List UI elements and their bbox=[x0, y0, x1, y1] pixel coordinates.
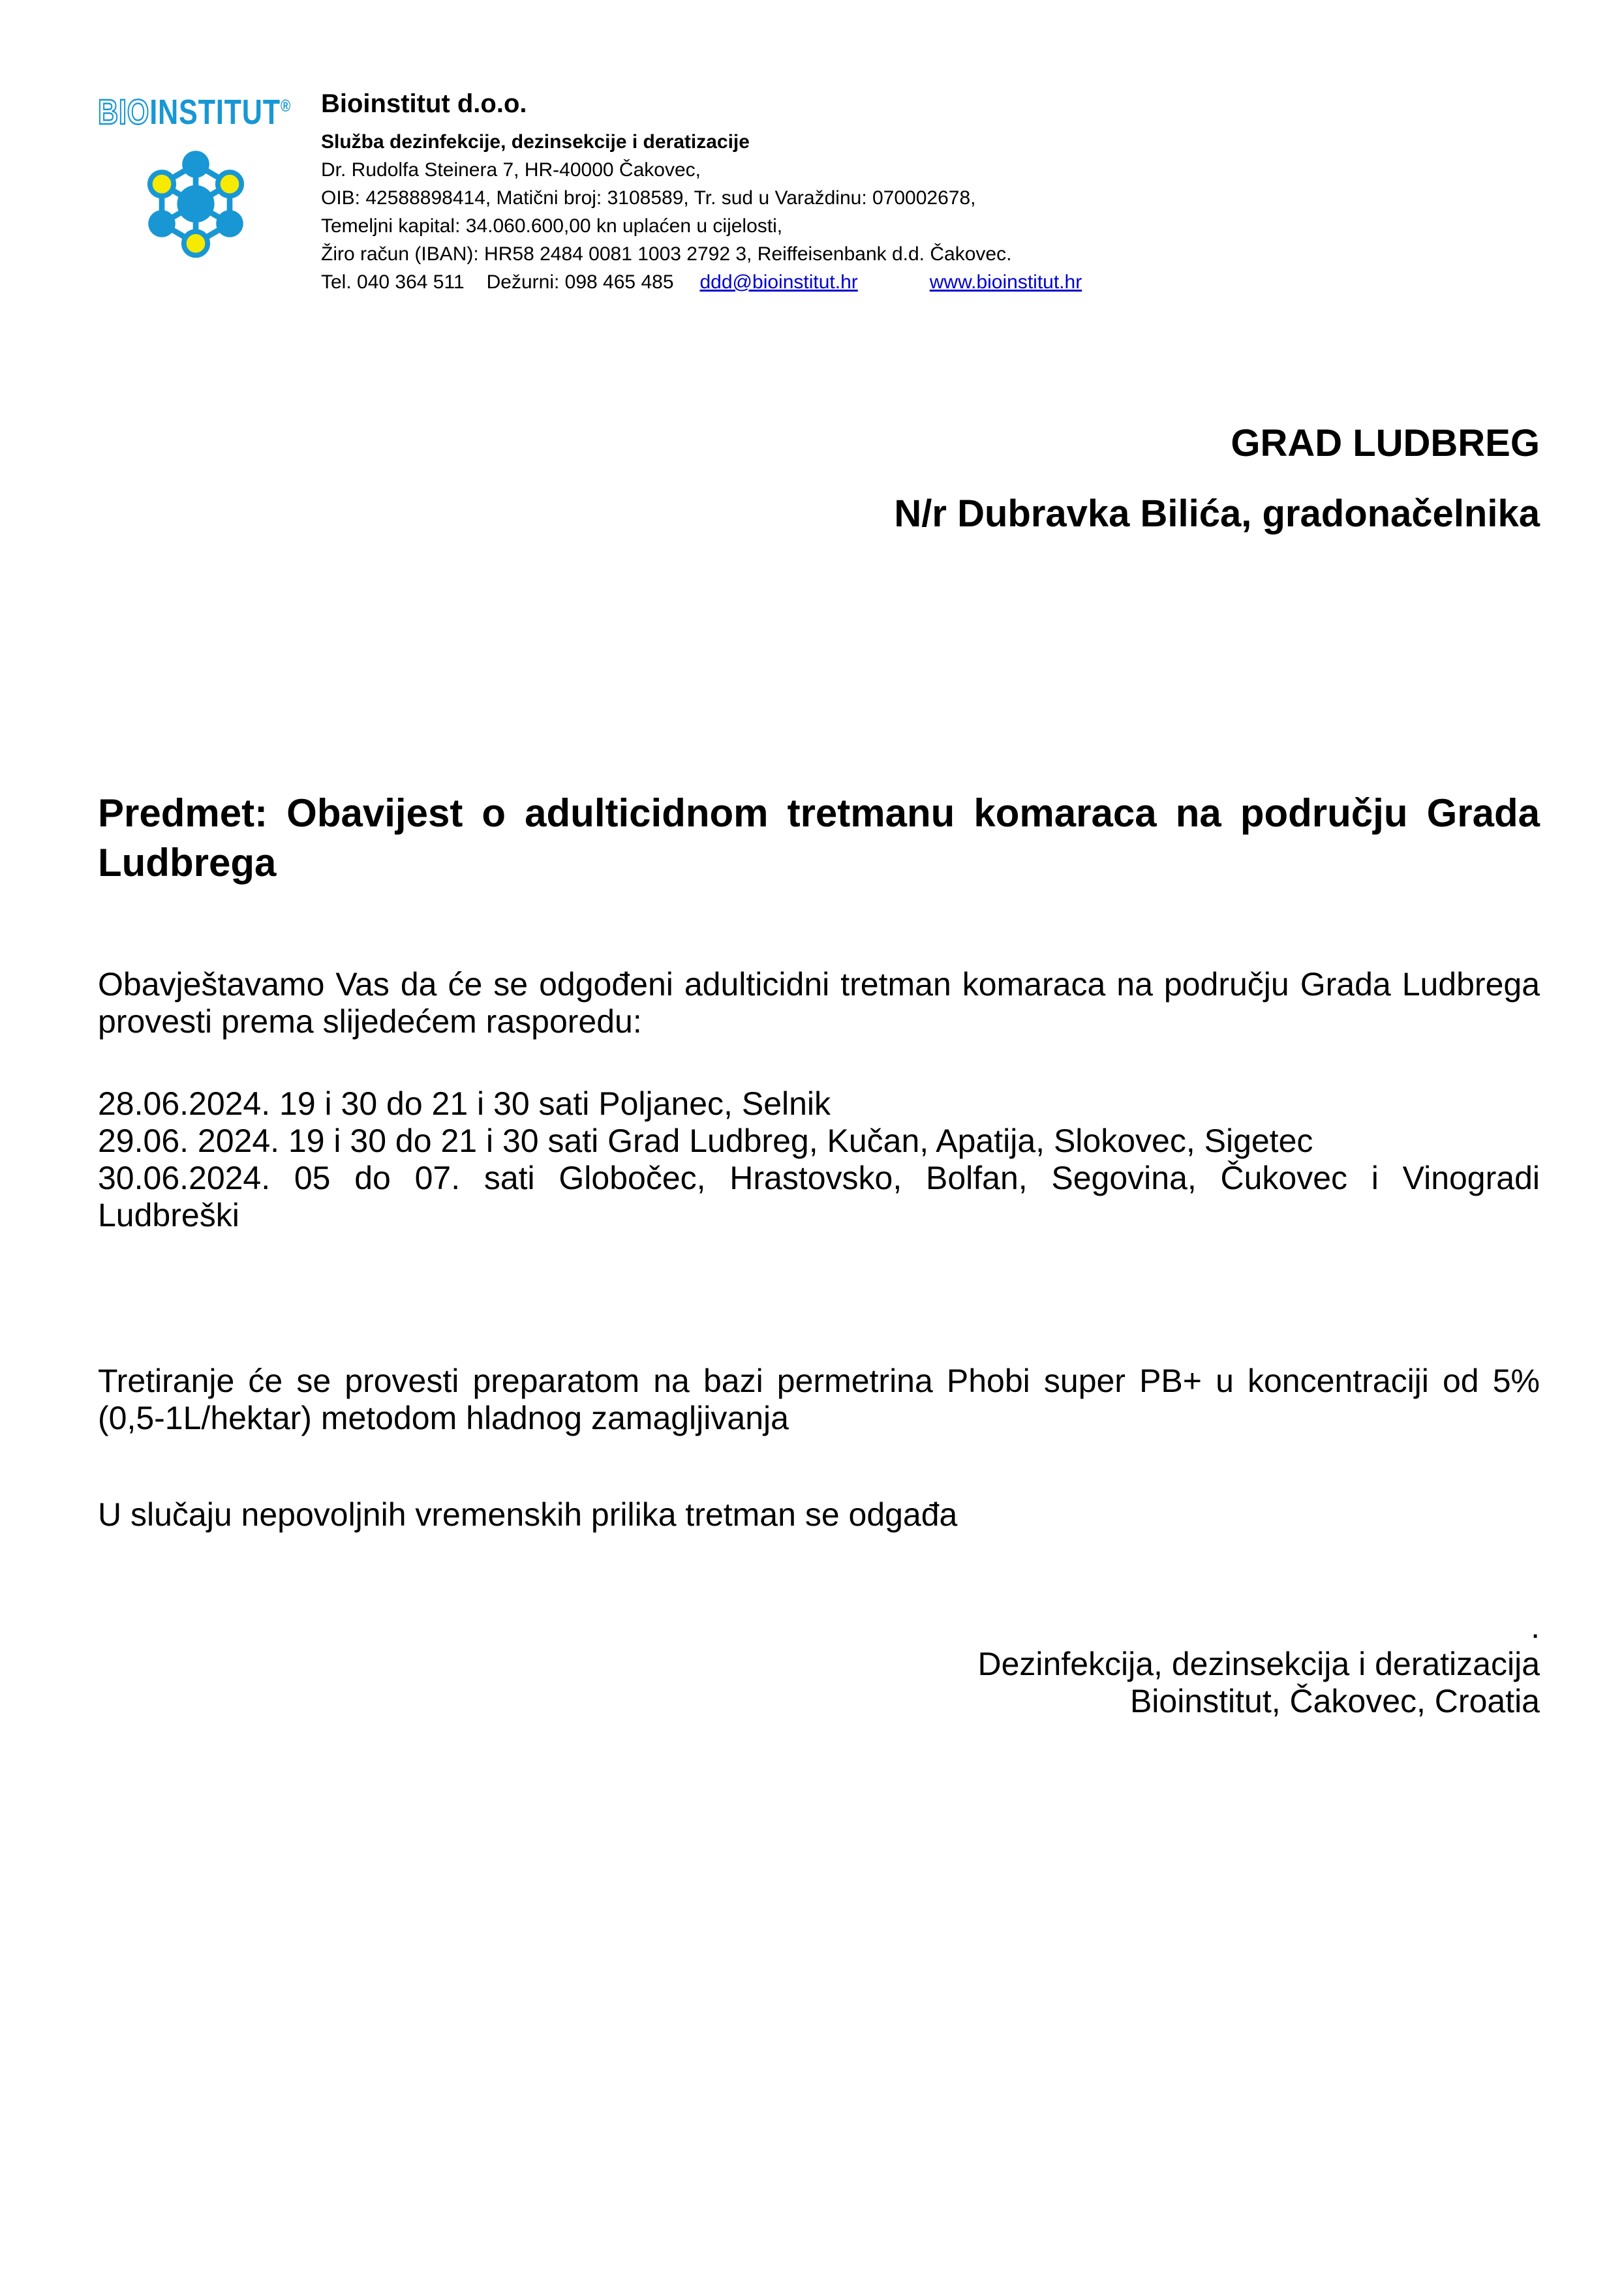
company-address: Dr. Rudolfa Steinera 7, HR-40000 Čakovec, bbox=[321, 159, 701, 181]
company-email-link[interactable]: ddd@bioinstitut.hr bbox=[699, 271, 858, 293]
treatment-paragraph bbox=[98, 1363, 1540, 1437]
weather-note: U slučaju nepovoljnih vremenskih prilika tretman se odgađa bbox=[98, 1496, 958, 1533]
brand-wordmark-outline-part: BIO bbox=[98, 93, 150, 132]
recipient-attention: N/r Dubravka Bilića, gradonačelnika bbox=[894, 492, 1540, 535]
schedule-line: 29.06. 2024. 19 i 30 do 21 i 30 sati Grad Ludbreg, Kučan, Apatija, Slokovec, Sigetec bbox=[98, 1123, 1313, 1159]
signature-company-location: Bioinstitut, Čakovec, Croatia bbox=[1129, 1683, 1540, 1719]
schedule-line: Ludbreški bbox=[98, 1197, 239, 1233]
subject-line-1: Predmet: Obavijest o adulticidnom tretmanu komaraca na području Grada bbox=[98, 791, 1540, 835]
company-name: Bioinstitut d.o.o. bbox=[321, 89, 527, 118]
company-contact-line bbox=[321, 268, 1082, 296]
molecule-logo-icon bbox=[136, 144, 255, 269]
schedule-line: 30.06.2024. 05 do 07. sati Globočec, Hrastovsko, Bolfan, Segovina, Čukovec i Vinogradi bbox=[98, 1160, 1540, 1196]
company-capital: Temeljni kapital: 34.060.600,00 kn uplaćen u cijelosti, bbox=[321, 215, 783, 237]
intro-line-1: Obavještavamo Vas da će se odgođeni adulticidni tretman komaraca na području Grada Ludbrega bbox=[98, 966, 1540, 1003]
intro-paragraph bbox=[98, 966, 1540, 1040]
company-phone: Tel. 040 364 511 bbox=[321, 271, 465, 293]
recipient-city: GRAD LUDBREG bbox=[1231, 422, 1540, 464]
intro-line-2: provesti prema slijedećem rasporedu: bbox=[98, 1003, 642, 1040]
treatment-line-1: Tretiranje će se provesti preparatom na bazi permetrina Phobi super PB+ u koncentraciji od 5% bbox=[98, 1363, 1540, 1399]
treatment-line-2: (0,5-1L/hektar) metodom hladnog zamagljivanja bbox=[98, 1400, 789, 1436]
letterhead bbox=[98, 85, 1540, 296]
registered-trademark-mark: ® bbox=[281, 96, 292, 115]
signature-dot: . bbox=[1531, 1609, 1540, 1645]
company-website-link[interactable]: www.bioinstitut.hr bbox=[929, 271, 1082, 293]
schedule-line: 28.06.2024. 19 i 30 do 21 i 30 sati Poljanec, Selnik bbox=[98, 1085, 831, 1122]
company-service-line: Služba dezinfekcije, dezinsekcije i deratizacije bbox=[321, 131, 750, 153]
brand-wordmark bbox=[98, 85, 292, 133]
company-logo bbox=[98, 85, 294, 269]
company-iban: Žiro račun (IBAN): HR58 2484 0081 1003 2792 3, Reiffeisenbank d.d. Čakovec. bbox=[321, 243, 1012, 265]
brand-wordmark-solid-part: INSTITUT bbox=[149, 93, 281, 132]
signature-department: Dezinfekcija, dezinsekcija i deratizacija bbox=[977, 1646, 1540, 1682]
company-registry-ids: OIB: 42588898414, Matični broj: 3108589, Tr. sud u Varaždinu: 070002678, bbox=[321, 187, 976, 209]
subject-line-2: Ludbrega bbox=[98, 841, 277, 884]
subject-heading bbox=[98, 789, 1540, 888]
signature-block bbox=[98, 1609, 1540, 1720]
company-duty-phone: Dežurni: 098 465 485 bbox=[486, 271, 674, 293]
company-info bbox=[321, 85, 1082, 296]
treatment-schedule bbox=[98, 1085, 1540, 1234]
